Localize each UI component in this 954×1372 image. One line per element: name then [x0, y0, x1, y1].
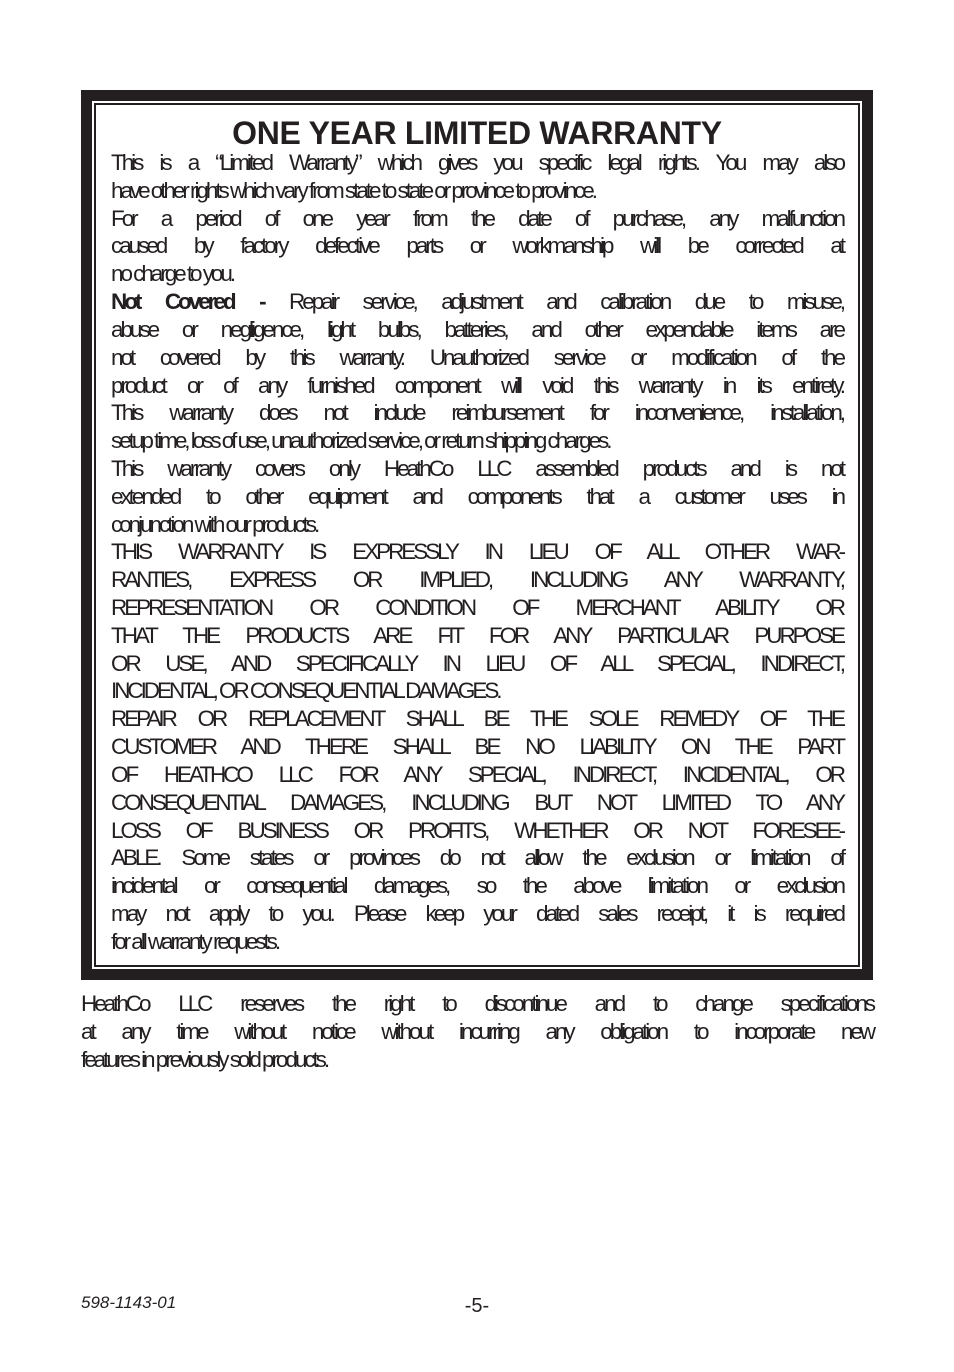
warranty-line: incidental or consequential damages, so the above limitation or exclusion — [111, 873, 843, 899]
warranty-line: may not apply to you. Please keep your dated sales receipt, it is required — [111, 900, 843, 926]
warranty-line: This is a “Limited Warranty” which gives you specific legal rights. You may also — [111, 150, 843, 175]
warranty-line: INCIDENTAL, OR CONSEQUENTIAL DAMAGES. — [111, 678, 500, 704]
warranty-line: CUSTOMER AND THERE SHALL BE NO LIABILITY ON THE PART — [111, 734, 843, 760]
warranty-line: REPRESENTATION OR CONDITION OF MERCHANT ABILITY OR — [111, 595, 843, 620]
warranty-line: have other rights which vary from state to state or province to province. — [111, 177, 595, 203]
warranty-line: not covered by this warranty. Unauthorized service or modification of the — [111, 344, 843, 370]
warranty-line: CONSEQUENTIAL DAMAGES, INCLUDING BUT NOT LIMITED TO ANY — [111, 789, 843, 815]
warranty-line: REPAIR OR REPLACEMENT SHALL BE THE SOLE REMEDY OF THE — [111, 706, 843, 732]
warranty-line: conjunction with our products. — [111, 511, 318, 537]
warranty-line: LOSS OF BUSINESS OR PROFITS, WHETHER OR NOT FORESEE- — [111, 817, 843, 843]
warranty-line: THIS WARRANTY IS EXPRESSLY IN LIEU OF ALL OTHER WAR- — [111, 539, 843, 565]
warranty-line: RANTIES, EXPRESS OR IMPLIED, INCLUDING ANY WARRANTY, — [111, 567, 843, 593]
warranty-line: product or of any furnished component will void this warranty in its entirety. — [111, 372, 843, 398]
warranty-line: This warranty does not include reimbursement for inconvenience, installation, — [111, 400, 843, 426]
warranty-line: for all warranty requests. — [111, 928, 279, 954]
warranty-line: no charge to you. — [111, 261, 234, 287]
warranty-line: extended to other equipment and components that a customer uses in — [111, 483, 843, 509]
notice-line: HeathCo LLC reserves the right to discontinue and to change specifications — [81, 991, 873, 1016]
document-number: 598-1143-01 — [81, 1293, 177, 1312]
specifications-notice — [81, 990, 873, 1074]
page-number: -5- — [464, 1295, 490, 1317]
notice-line: features in previously sold products. — [81, 1047, 328, 1072]
warranty-text — [111, 149, 843, 956]
warranty-line: setup time, loss of use, unauthorized service, or return shipping charges. — [111, 428, 610, 454]
warranty-line: This warranty covers only HeathCo LLC assembled products and is not — [111, 455, 843, 481]
warranty-line: THAT THE PRODUCTS ARE FIT FOR ANY PARTICULAR PURPOSE — [111, 622, 843, 648]
notice-line: at any time without notice without incurring any obligation to incorporate new — [81, 1019, 873, 1044]
warranty-line-text: Repair service, adjustment and calibration due to misuse, — [289, 289, 843, 315]
warranty-title: ONE YEAR LIMITED WARRANTY — [232, 115, 722, 151]
warranty-line-not-covered — [111, 288, 843, 316]
warranty-line: abuse or negligence, light bulbs, batteries, and other expendable items are — [111, 316, 843, 342]
warranty-line: caused by factory defective parts or workmanship will be corrected at — [111, 233, 843, 259]
warranty-line: OF HEATHCO LLC FOR ANY SPECIAL, INDIRECT, INCIDENTAL, OR — [111, 761, 843, 787]
warranty-line: ABLE. Some states or provinces do not allow the exclusion or limitation of — [111, 845, 843, 871]
not-covered-label: Not Covered - — [111, 289, 264, 315]
warranty-line: For a period of one year from the date of purchase, any malfunction — [111, 205, 843, 231]
warranty-line: OR USE, AND SPECIFICALLY IN LIEU OF ALL SPECIAL, INDIRECT, — [111, 650, 843, 676]
